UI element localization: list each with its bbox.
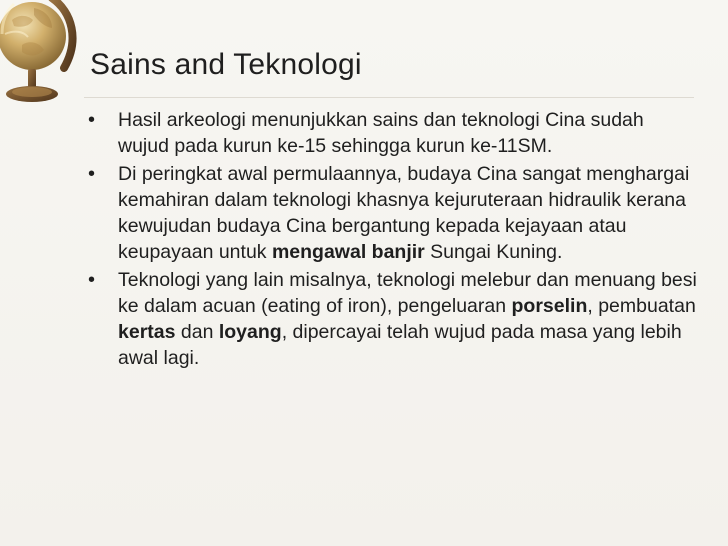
bullet-text: dan	[175, 321, 219, 343]
bullet-list	[88, 107, 700, 373]
bullet-text: Hasil arkeologi menunjukkan sains dan teknologi Cina sudah wujud pada kurun ke-15 sehingga kurun ke-11SM.	[118, 109, 644, 157]
emphasis-text: kertas	[118, 321, 176, 343]
slide-title: Sains and Teknologi	[90, 48, 362, 81]
bullet-text: Sungai Kuning.	[424, 241, 563, 263]
bullet-item	[88, 267, 700, 371]
bullet-marker: •	[88, 163, 96, 185]
bullet-text: Di peringkat awal permulaannya, budaya Cina sangat menghargai kemahiran dalam teknologi khasnya kejuruteraan hidraulik kerana kewujudan budaya Cina bergantung kepada kejayaan atau keupayaan untuk	[118, 163, 690, 263]
bullet-text: , dipercayai telah wujud pada masa yang lebih awal lagi.	[118, 321, 682, 369]
bullet-text: , pembuatan	[587, 295, 696, 317]
emphasis-text: porselin	[511, 295, 588, 317]
bullet-item	[88, 161, 700, 265]
globe-icon	[0, 0, 84, 112]
bullet-marker: •	[88, 109, 96, 131]
title-divider	[84, 97, 694, 98]
bullet-marker: •	[88, 269, 96, 291]
bullet-text: Teknologi yang lain misalnya, teknologi melebur dan menuang besi ke dalam acuan (eating of iron), pengeluaran	[118, 269, 697, 317]
emphasis-text: loyang	[218, 321, 282, 343]
emphasis-text: mengawal banjir	[271, 241, 425, 263]
bullet-item	[88, 107, 700, 159]
